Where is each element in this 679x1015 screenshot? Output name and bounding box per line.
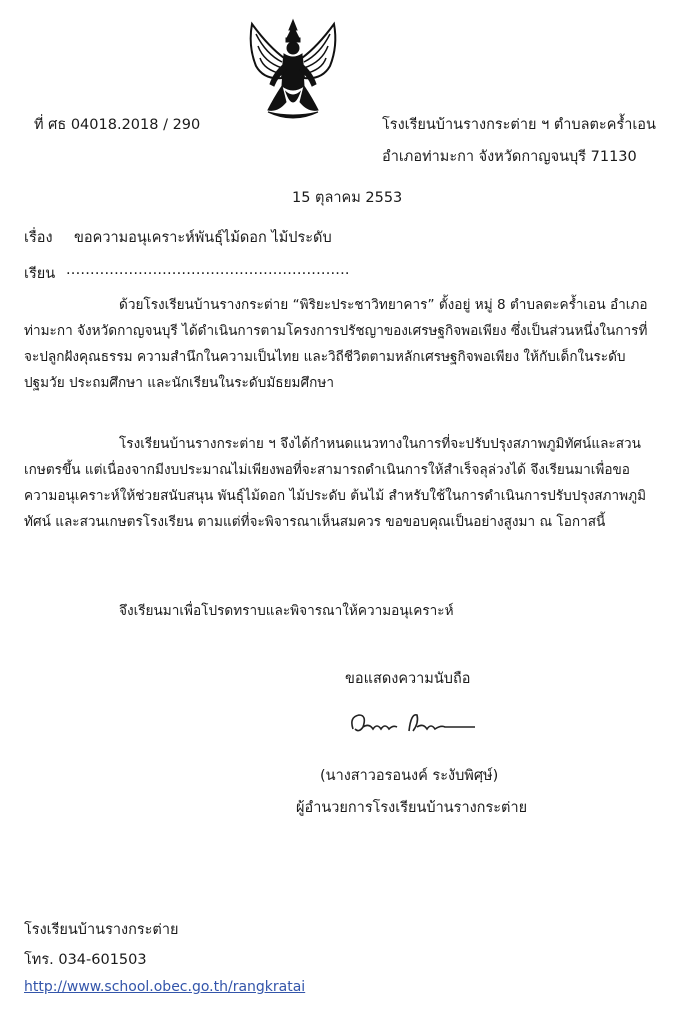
reference-number: ที่ ศธ 04018.2018 / 290 (34, 117, 201, 133)
salutation-label: เรียน (24, 266, 56, 282)
footer-website-link[interactable]: http://www.school.obec.go.th/rangkratai (24, 979, 306, 995)
footer-school-name: โรงเรียนบ้านรางกระต่าย (24, 922, 179, 938)
sender-address-line2: อำเภอท่ามะกา จังหวัดกาญจนบุรี 71130 (382, 149, 637, 165)
garuda-emblem-icon (238, 16, 348, 126)
body-paragraph-1: ด้วยโรงเรียนบ้านรางกระต่าย “พิริยะประชาวิทยาคาร” ตั้งอยู่ หมู่ 8 ตำบลตะคร้ำเอน อำเภอท่ามะกา จังหวัดกาญจนบุรี ได้ดำเนินการตามโครงการปรัชญาของเศรษฐกิจพอเพียง ซึ่งเป็นส่วนหนึ่งในการที่จะปลูกฝังคุณธรรม ความสำนึกในความเป็นไทย และวิถีชีวิตตามหลักเศรษฐกิจพอเพียง ให้กับเด็กในระดับปฐมวัย ประถมศึกษา และนักเรียนในระดับมัธยมศึกษา (24, 297, 648, 391)
handwritten-signature (345, 703, 485, 743)
footer-phone: โทร. 034-601503 (24, 952, 147, 968)
body-paragraph-2: โรงเรียนบ้านรางกระต่าย ฯ จึงได้กำหนดแนวทางในการที่จะปรับปรุงสภาพภูมิทัศน์และสวนเกษตรขึ้น แต่เนื่องจากมีงบประมาณไม่เพียงพอที่จะสามารถดำเนินการให้สำเร็จลุล่วงได้ จึงเรียนมาเพื่อขอความอนุเคราะห์ให้ช่วยสนับสนุน พันธุ์ไม้ดอก ไม้ประดับ ต้นไม้ สำหรับใช้ในการดำเนินการปรับปรุงสภาพภูมิทัศน์ และสวนเกษตรโรงเรียน ตามแต่ที่จะพิจารณาเห็นสมควร ขอขอบคุณเป็นอย่างสูงมา ณ โอกาสนี้ (24, 436, 647, 530)
signer-title: ผู้อำนวยการโรงเรียนบ้านรางกระต่าย (296, 800, 528, 816)
salutation-blank: ........................................................... (66, 262, 350, 278)
sender-address-line1: โรงเรียนบ้านรางกระต่าย ฯ ตำบลตะคร้ำเอน (382, 117, 656, 133)
closing-regards: ขอแสดงความนับถือ (345, 671, 471, 687)
signer-name: (นางสาวอรอนงค์ ระงับพิศฺษ์) (320, 768, 499, 784)
letter-date: 15 ตุลาคม 2553 (292, 190, 403, 206)
body-paragraph-3: จึงเรียนมาเพื่อโปรดทราบและพิจารณาให้ความอนุเคราะห์ (119, 603, 454, 619)
subject-text: ขอความอนุเคราะห์พันธุ์ไม้ดอก ไม้ประดับ (74, 230, 332, 246)
subject-label: เรื่อง (24, 230, 53, 246)
